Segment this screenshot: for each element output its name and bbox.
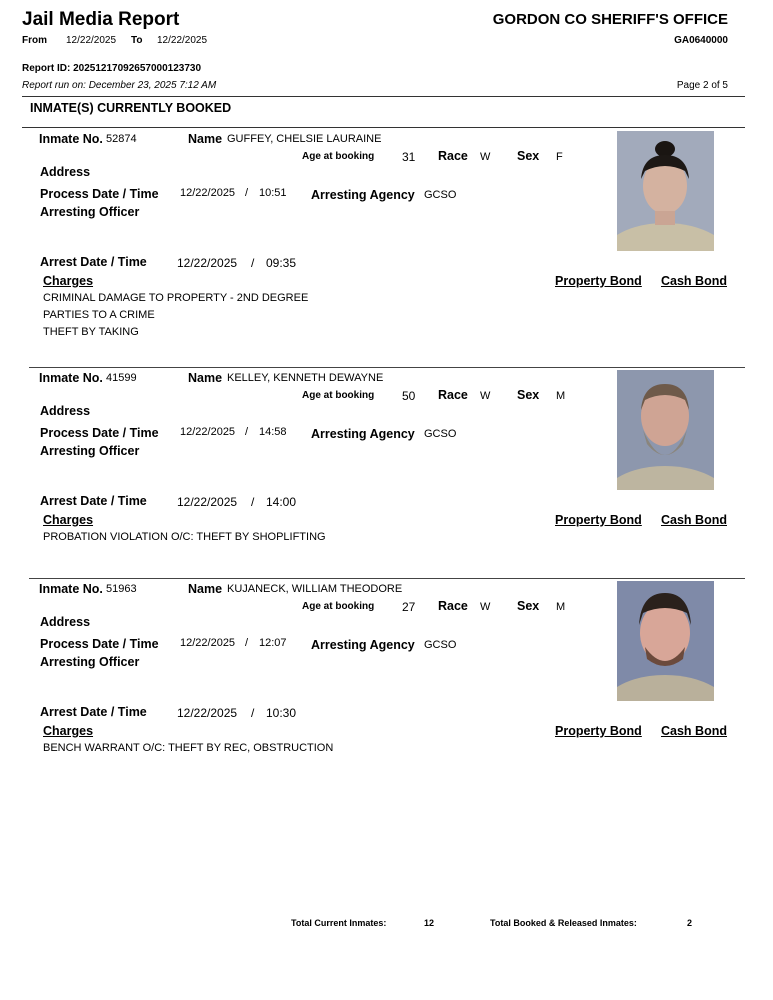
person-silhouette-icon (617, 581, 714, 701)
property-bond-label: Property Bond (555, 724, 642, 738)
race-value: W (480, 390, 491, 402)
cash-bond-label: Cash Bond (661, 274, 727, 288)
charge-line: THEFT BY TAKING (43, 326, 139, 338)
inmate-record (0, 578, 773, 788)
address-label: Address (40, 615, 91, 629)
slash: / (251, 706, 255, 720)
to-label: To (131, 35, 143, 46)
process-date-value: 12/22/2025 (180, 637, 236, 649)
arrest-date-value: 12/22/2025 (177, 495, 238, 509)
agency-id: GA0640000 (674, 35, 728, 46)
arrest-time-value: 09:35 (266, 256, 297, 270)
inmate-no-label: Inmate No. (39, 582, 103, 596)
inmate-no-label: Inmate No. (39, 132, 103, 146)
arrest-time-value: 10:30 (266, 706, 297, 720)
charge-line: PROBATION VIOLATION O/C: THEFT BY SHOPLIFTING (43, 531, 326, 543)
total-booked-released-value: 2 (687, 918, 693, 928)
slash: / (245, 637, 249, 649)
process-date-label: Process Date / Time (40, 637, 159, 651)
charge-line: PARTIES TO A CRIME (43, 309, 155, 321)
process-time-value: 10:51 (259, 187, 287, 199)
report-run-on: Report run on: December 23, 2025 7:12 AM (22, 80, 217, 91)
sex-value: M (556, 601, 566, 613)
inmate-record (0, 128, 773, 338)
total-booked-released-label: Total Booked & Released Inmates: (490, 918, 637, 928)
arresting-agency-label: Arresting Agency (311, 427, 415, 441)
race-label: Race (438, 388, 468, 402)
race-label: Race (438, 599, 468, 613)
arresting-agency-label: Arresting Agency (311, 638, 415, 652)
to-date: 12/22/2025 (157, 35, 208, 46)
arrest-time-value: 14:00 (266, 495, 297, 509)
name-label: Name (188, 582, 223, 596)
slash: / (245, 426, 249, 438)
name-value: KUJANECK, WILLIAM THEODORE (227, 583, 403, 595)
arresting-officer-label: Arresting Officer (40, 205, 140, 219)
booking-photo (617, 370, 714, 490)
inmate-no-value: 52874 (106, 133, 137, 145)
from-label: From (22, 35, 47, 46)
report-id: Report ID: 20251217092657000123730 (22, 63, 202, 74)
inmate-no-value: 51963 (106, 583, 137, 595)
cash-bond-label: Cash Bond (661, 724, 727, 738)
section-title: INMATE(S) CURRENTLY BOOKED (30, 101, 232, 115)
property-bond-label: Property Bond (555, 513, 642, 527)
process-date-value: 12/22/2025 (180, 187, 236, 199)
sex-value: M (556, 390, 566, 402)
person-silhouette-icon (617, 370, 714, 490)
header-divider (22, 96, 745, 97)
age-value: 31 (402, 150, 416, 164)
sex-label: Sex (517, 149, 540, 163)
age-label: Age at booking (302, 601, 375, 612)
name-value: GUFFEY, CHELSIE LAURAINE (227, 133, 382, 145)
person-silhouette-icon (617, 131, 714, 251)
age-value: 27 (402, 600, 416, 614)
arresting-agency-value: GCSO (424, 639, 457, 651)
from-date: 12/22/2025 (66, 35, 117, 46)
process-date-label: Process Date / Time (40, 426, 159, 440)
record-divider (29, 367, 745, 368)
age-label: Age at booking (302, 390, 375, 401)
booking-photo (617, 131, 714, 251)
process-time-value: 12:07 (259, 637, 287, 649)
arrest-date-label: Arrest Date / Time (40, 705, 147, 719)
property-bond-label: Property Bond (555, 274, 642, 288)
sex-label: Sex (517, 599, 540, 613)
charge-line: CRIMINAL DAMAGE TO PROPERTY - 2ND DEGREE (43, 292, 309, 304)
charge-line: BENCH WARRANT O/C: THEFT BY REC, OBSTRUCTION (43, 742, 334, 754)
name-label: Name (188, 132, 223, 146)
arresting-agency-value: GCSO (424, 189, 457, 201)
booking-photo (617, 581, 714, 701)
charges-label: Charges (43, 724, 94, 738)
charges-label: Charges (43, 513, 94, 527)
arrest-date-label: Arrest Date / Time (40, 494, 147, 508)
arresting-agency-value: GCSO (424, 428, 457, 440)
report-title: Jail Media Report (22, 9, 180, 30)
inmate-no-label: Inmate No. (39, 371, 103, 385)
arrest-date-value: 12/22/2025 (177, 706, 238, 720)
arrest-date-value: 12/22/2025 (177, 256, 238, 270)
slash: / (245, 187, 249, 199)
address-label: Address (40, 165, 91, 179)
arresting-officer-label: Arresting Officer (40, 655, 140, 669)
arrest-date-label: Arrest Date / Time (40, 255, 147, 269)
agency-name: GORDON CO SHERIFF'S OFFICE (492, 11, 728, 28)
name-label: Name (188, 371, 223, 385)
record-divider (29, 578, 745, 579)
process-time-value: 14:58 (259, 426, 287, 438)
cash-bond-label: Cash Bond (661, 513, 727, 527)
charges-label: Charges (43, 274, 94, 288)
race-value: W (480, 151, 491, 163)
process-date-label: Process Date / Time (40, 187, 159, 201)
arresting-agency-label: Arresting Agency (311, 188, 415, 202)
age-value: 50 (402, 389, 416, 403)
sex-label: Sex (517, 388, 540, 402)
slash: / (251, 256, 255, 270)
total-current-label: Total Current Inmates: (291, 918, 387, 928)
name-value: KELLEY, KENNETH DEWAYNE (227, 372, 384, 384)
slash: / (251, 495, 255, 509)
inmate-no-value: 41599 (106, 372, 137, 384)
age-label: Age at booking (302, 151, 375, 162)
address-label: Address (40, 404, 91, 418)
inmate-record (0, 367, 773, 577)
race-value: W (480, 601, 491, 613)
arresting-officer-label: Arresting Officer (40, 444, 140, 458)
page-number: Page 2 of 5 (676, 80, 728, 91)
sex-value: F (556, 151, 563, 163)
process-date-value: 12/22/2025 (180, 426, 236, 438)
race-label: Race (438, 149, 468, 163)
total-current-value: 12 (424, 918, 435, 928)
